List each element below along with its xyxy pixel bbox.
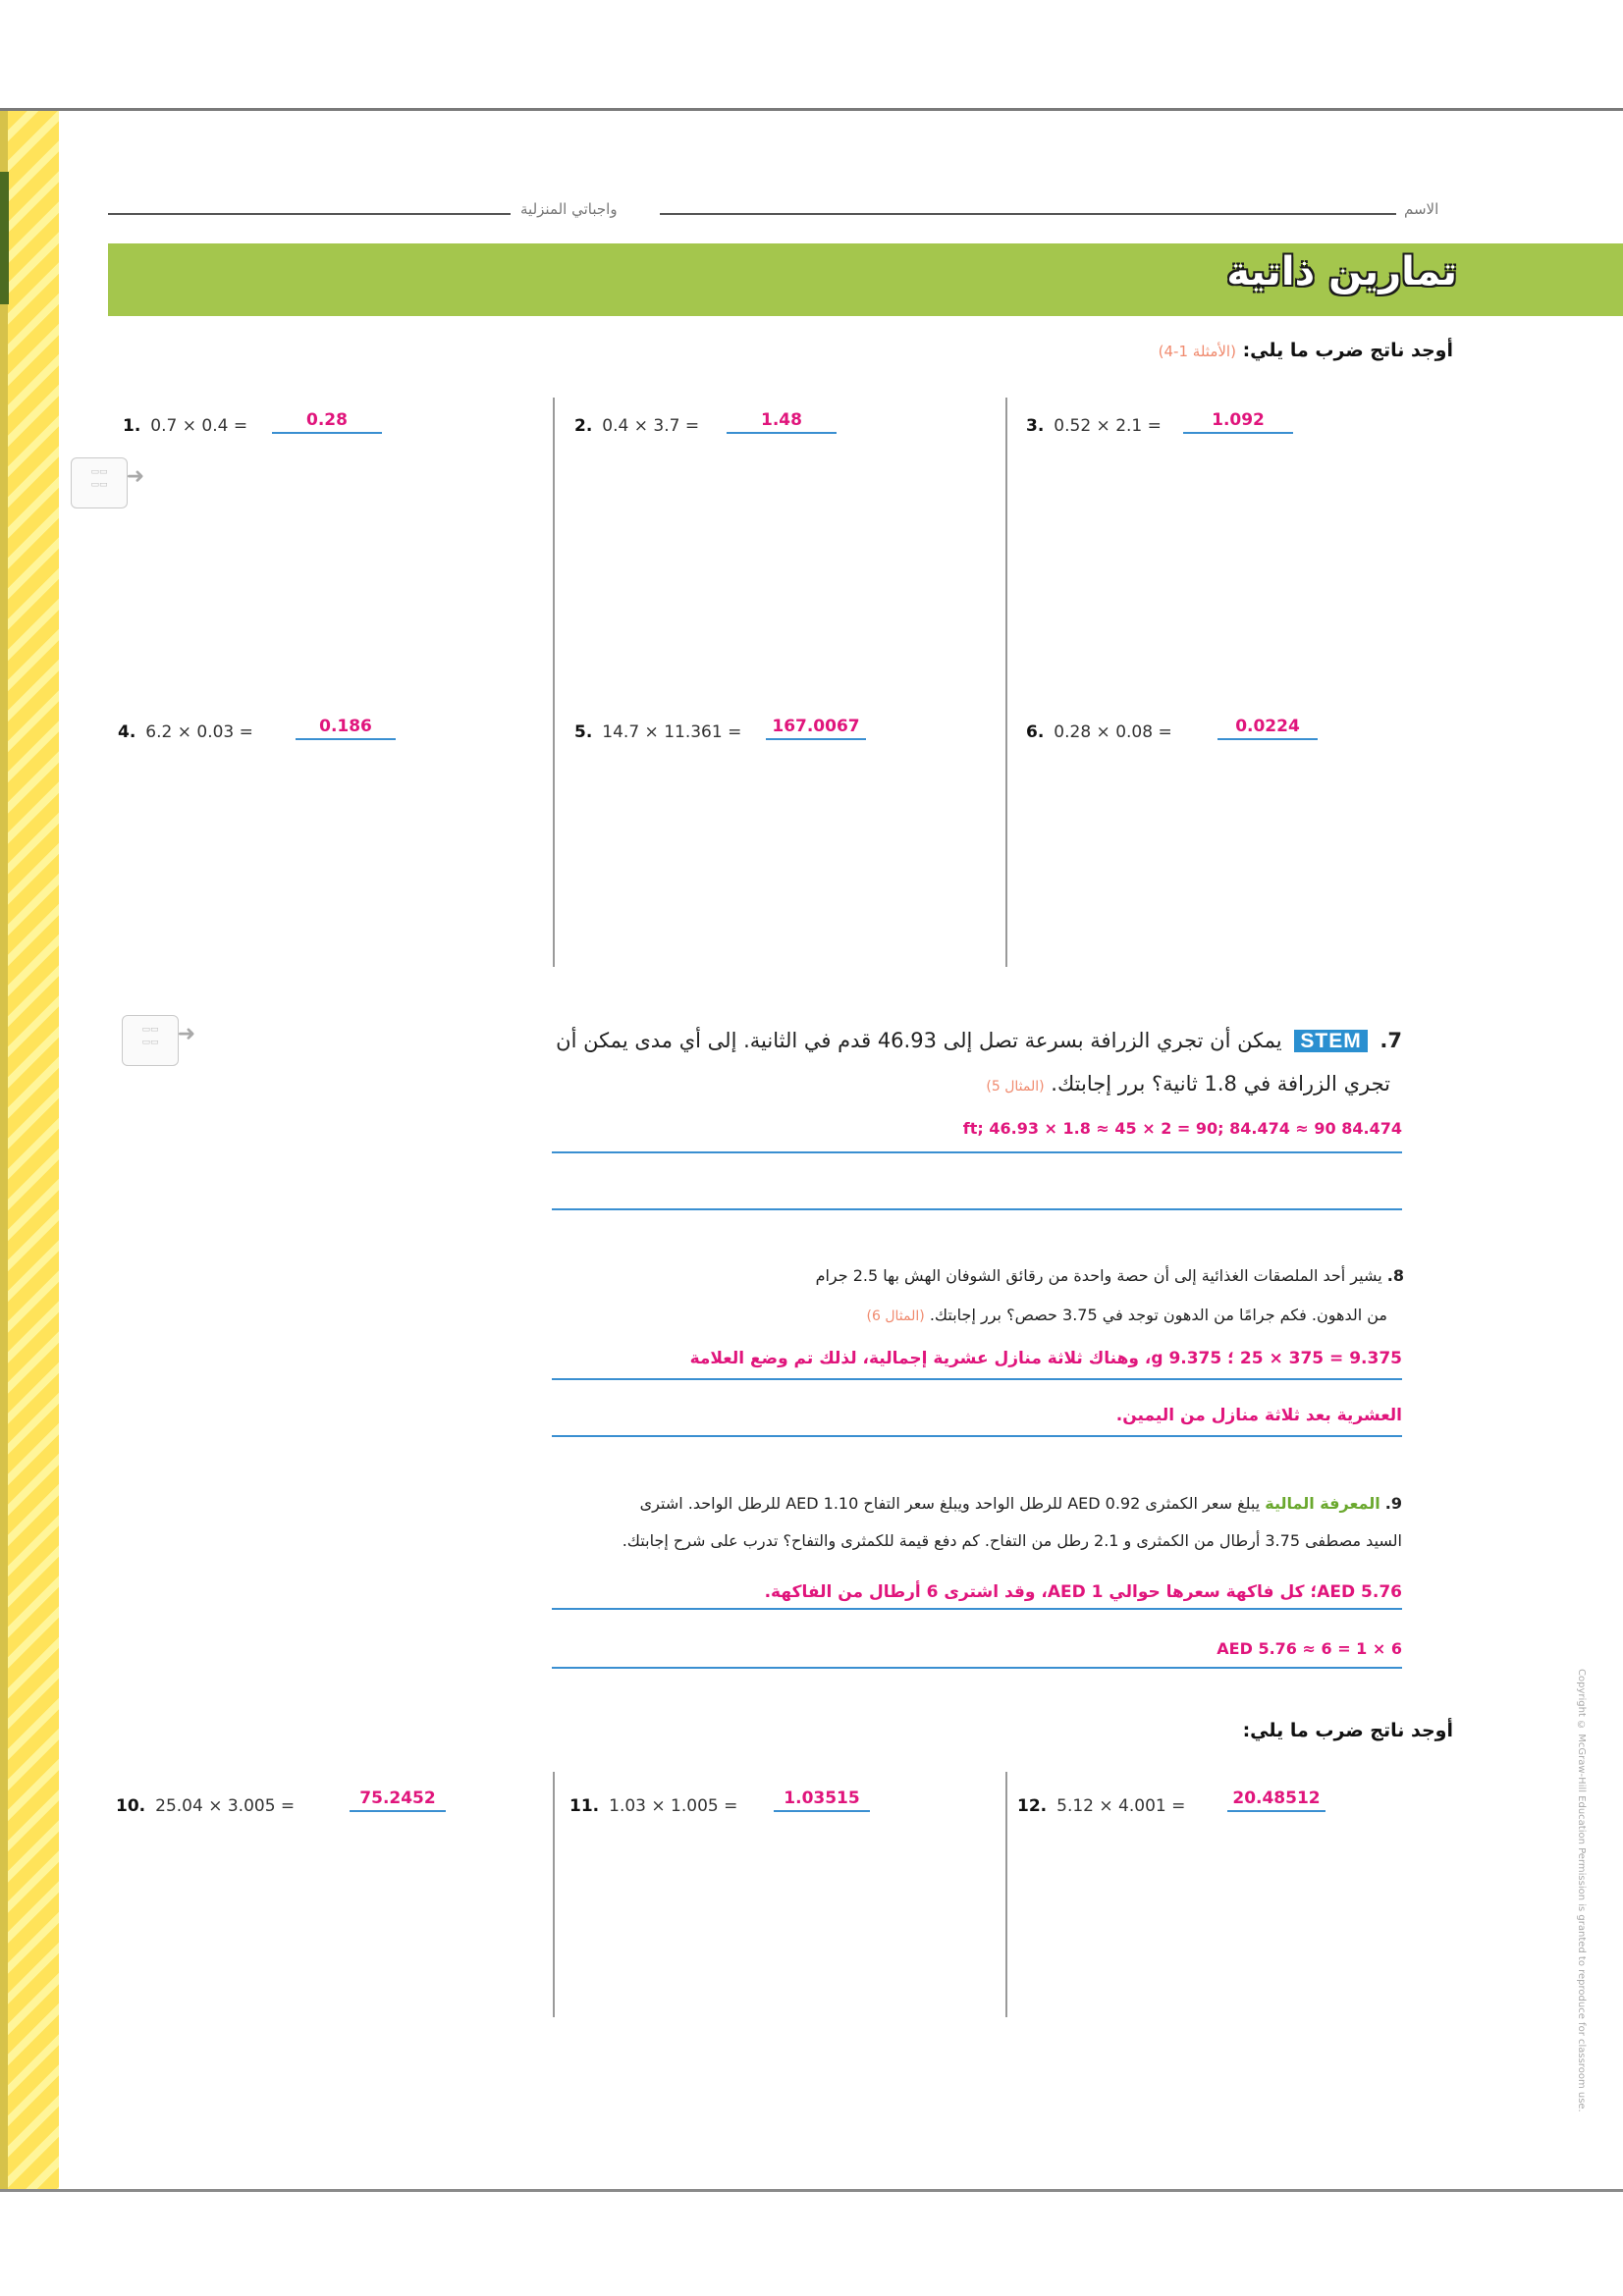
answer-3[interactable]: 1.092 (1183, 410, 1293, 434)
column-divider (1005, 398, 1007, 967)
answer-line (552, 1435, 1402, 1437)
column-divider (1005, 1772, 1007, 2017)
answer-8-line1[interactable]: 9.375 = 375 × 25 ؛ 9.375 g، وهناك ثلاثة منازل عشرية إجمالية، لذلك تم وضع العلامة (689, 1349, 1402, 1368)
instruction-text: أوجد ناتج ضرب ما يلي: (1242, 340, 1453, 361)
word-problem-8-line2: من الدهون. فكم جرامًا من الدهون توجد في 3.75 حصص؟ برر إجابتك. (المثال 6) (866, 1306, 1387, 1324)
problem-5: 5. 14.7 × 11.361 = (574, 722, 742, 742)
problem-1: 1. 0.7 × 0.4 = (123, 416, 248, 436)
problem-10: 10. 25.04 × 3.005 = (116, 1796, 296, 1816)
yellow-margin-stripe (8, 111, 59, 2189)
problem-2: 2. 0.4 × 3.7 = (574, 416, 700, 436)
word-problem-7: 7. STEM يمكن أن تجري الزرافة بسرعة تصل إلى 46.93 قدم في الثانية. إلى أي مدى يمكن أن (556, 1029, 1402, 1052)
answer-line (552, 1208, 1402, 1210)
problem-12: 12. 5.12 × 4.001 = (1017, 1796, 1186, 1816)
answer-9-line1[interactable]: AED 5.76؛ كل فاكهة سعرها حوالي AED 1، وقد اشترى 6 أرطال من الفاكهة. (764, 1582, 1402, 1602)
chapter-tab (0, 172, 9, 304)
page-top-border (0, 108, 1623, 111)
column-divider (553, 398, 555, 967)
answer-line (552, 1151, 1402, 1153)
tutor-video-icon[interactable]: ▭▭ ▭▭ ➜ (122, 1015, 179, 1066)
word-problem-9-line2: السيد مصطفى 3.75 أرطال من الكمثرى و 2.1 رطل من التفاح. كم دفع قيمة للكمثرى والتفاح؟ تدرب على شرح إجابتك. (622, 1531, 1402, 1550)
section1-instruction (1159, 340, 1453, 361)
answer-1[interactable]: 0.28 (272, 410, 382, 434)
answer-9-line2[interactable]: 6 × 1 = 6 ≈ 5.76 AED (1217, 1639, 1402, 1658)
page-title: تمارين ذاتية (1226, 249, 1457, 294)
stem-badge: STEM (1294, 1030, 1367, 1052)
date-line (108, 213, 511, 215)
arrow-icon: ➜ (126, 464, 144, 489)
examples-ref: (الأمثلة 1-4) (1158, 343, 1236, 360)
name-label: الاسم (1404, 200, 1439, 218)
answer-8-line2[interactable]: العشرية بعد ثلاثة منازل من اليمين. (1115, 1406, 1402, 1425)
answer-line (552, 1608, 1402, 1610)
answer-12[interactable]: 20.48512 (1227, 1789, 1325, 1812)
homework-label: واجباتي المنزلية (520, 200, 618, 218)
word-problem-8: 8. يشير أحد الملصقات الغذائية إلى أن حصة واحدة من رقائق الشوفان الهش بها 2.5 جرام (815, 1266, 1404, 1285)
answer-6[interactable]: 0.0224 (1217, 717, 1318, 740)
word-problem-7-line2: تجري الزرافة في 1.8 ثانية؟ برر إجابتك. (المثال 5) (986, 1072, 1390, 1095)
answer-5[interactable]: 167.0067 (766, 717, 866, 740)
copyright-caption: Copyright © McGraw-Hill Education Permission is granted to reproduce for classroom use. (1576, 1669, 1587, 2112)
name-line (660, 213, 1396, 215)
answer-10[interactable]: 75.2452 (350, 1789, 446, 1812)
answer-7[interactable]: 84.474 ft; 46.93 × 1.8 ≈ 45 × 2 = 90; 84.474 ≈ 90 (962, 1119, 1402, 1138)
answer-11[interactable]: 1.03515 (774, 1789, 870, 1812)
tutor-video-icon[interactable]: ▭▭ ▭▭ ➜ (71, 457, 128, 508)
column-divider (553, 1772, 555, 2017)
problem-3: 3. 0.52 × 2.1 = (1026, 416, 1162, 436)
financial-literacy-label: المعرفة المالية (1265, 1494, 1380, 1513)
problem-11: 11. 1.03 × 1.005 = (569, 1796, 738, 1816)
word-problem-9: 9. المعرفة المالية يبلغ سعر الكمثرى AED 0.92 للرطل الواحد ويبلغ سعر التفاح AED 1.10 للرطل الواحد. اشترى (639, 1494, 1402, 1513)
answer-4[interactable]: 0.186 (296, 717, 396, 740)
section2-instruction: أوجد ناتج ضرب ما يلي: (1242, 1720, 1453, 1741)
arrow-icon: ➜ (177, 1022, 195, 1046)
problem-6: 6. 0.28 × 0.08 = (1026, 722, 1172, 742)
answer-line (552, 1667, 1402, 1669)
answer-line (552, 1378, 1402, 1380)
page-bottom-border (0, 2189, 1623, 2192)
answer-2[interactable]: 1.48 (727, 410, 837, 434)
problem-4: 4. 6.2 × 0.03 = (118, 722, 253, 742)
page-left-edge (0, 111, 8, 2189)
